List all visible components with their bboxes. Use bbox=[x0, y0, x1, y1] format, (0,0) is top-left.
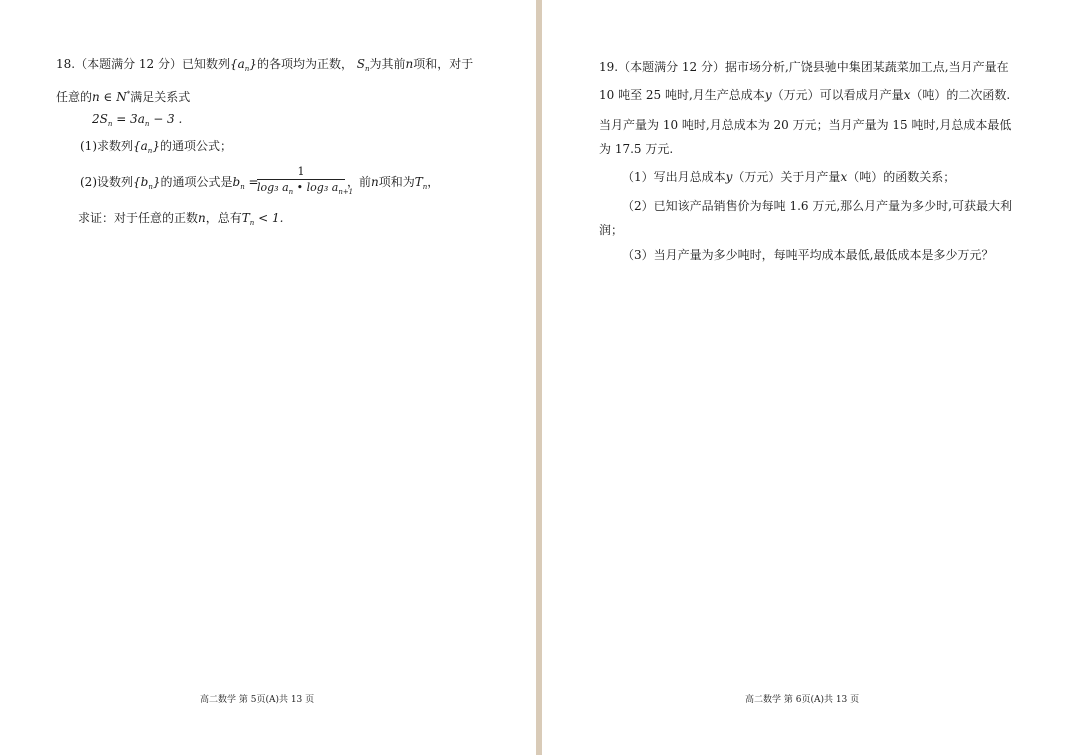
q18-part2-tail: ，前n项和为$T_n$， bbox=[347, 175, 440, 191]
q19-part2-cont: 润； bbox=[599, 223, 624, 237]
q18-relation: $2S_n = 3a_n - 3$ . bbox=[92, 112, 183, 128]
n-in-N: n ∈ N bbox=[92, 90, 127, 104]
var-n: n bbox=[405, 57, 414, 71]
seq-a: $\{a_n\}$ bbox=[229, 57, 257, 73]
q19-part3: （3）当月产量为多少吨时，每吨平均成本最低,最低成本是多少万元？ bbox=[622, 248, 994, 262]
q18-prove: 求证：对于任意的正数n，总有$T_n < 1$. bbox=[78, 211, 284, 227]
q19-part2: （2）已知该产品销售价为每吨 1.6 万元,那么月产量为多少时,可获最大利 bbox=[622, 199, 1012, 213]
q19-line4: 为 17.5 万元. bbox=[599, 142, 674, 156]
q18-intro: 18.（本题满分 12 分）已知数列 bbox=[56, 57, 230, 71]
left-page bbox=[0, 0, 536, 755]
sum-s: $S_n$ bbox=[356, 57, 370, 73]
q19-part1: （1）写出月总成本y（万元）关于月产量x（吨）的函数关系； bbox=[622, 170, 956, 184]
q19-line1: 19.（本题满分 12 分）据市场分析,广饶县驰中集团某蔬菜加工点,当月产量在 bbox=[599, 60, 1009, 74]
fraction-bar bbox=[257, 179, 345, 180]
q18-fraction bbox=[257, 165, 354, 199]
q18-part2: (2)设数列$\{b_n\}$的通项公式是$b_n$ = bbox=[80, 175, 259, 191]
q19-line3: 当月产量为 10 吨时,月总成本为 20 万元；当月产量为 15 吨时,月总成本最低 bbox=[599, 118, 1012, 132]
q18-heading: 18.（本题满分 12 分）已知数列$\{a_n\}$的各项均为正数， $S_n$为其前n项和，对于 bbox=[56, 57, 474, 73]
fraction-numerator: 1 bbox=[297, 165, 305, 178]
q19-line2: 10 吨至 25 吨时,月生产总成本y（万元）可以看成月产量x（吨）的二次函数. bbox=[599, 88, 1011, 102]
fraction-denominator: log₃ $a_n$ • log₃ $a_{n+1}$ bbox=[257, 181, 354, 196]
q18-part1: (1)求数列$\{a_n\}$的通项公式； bbox=[80, 139, 232, 155]
right-page bbox=[542, 0, 1078, 755]
right-page-footer: 高二数学 第 6页(A)共 13 页 bbox=[745, 695, 860, 705]
left-page-footer: 高二数学 第 5页(A)共 13 页 bbox=[200, 695, 315, 705]
q18-condition: 任意的n ∈ N*满足关系式 bbox=[56, 90, 191, 104]
